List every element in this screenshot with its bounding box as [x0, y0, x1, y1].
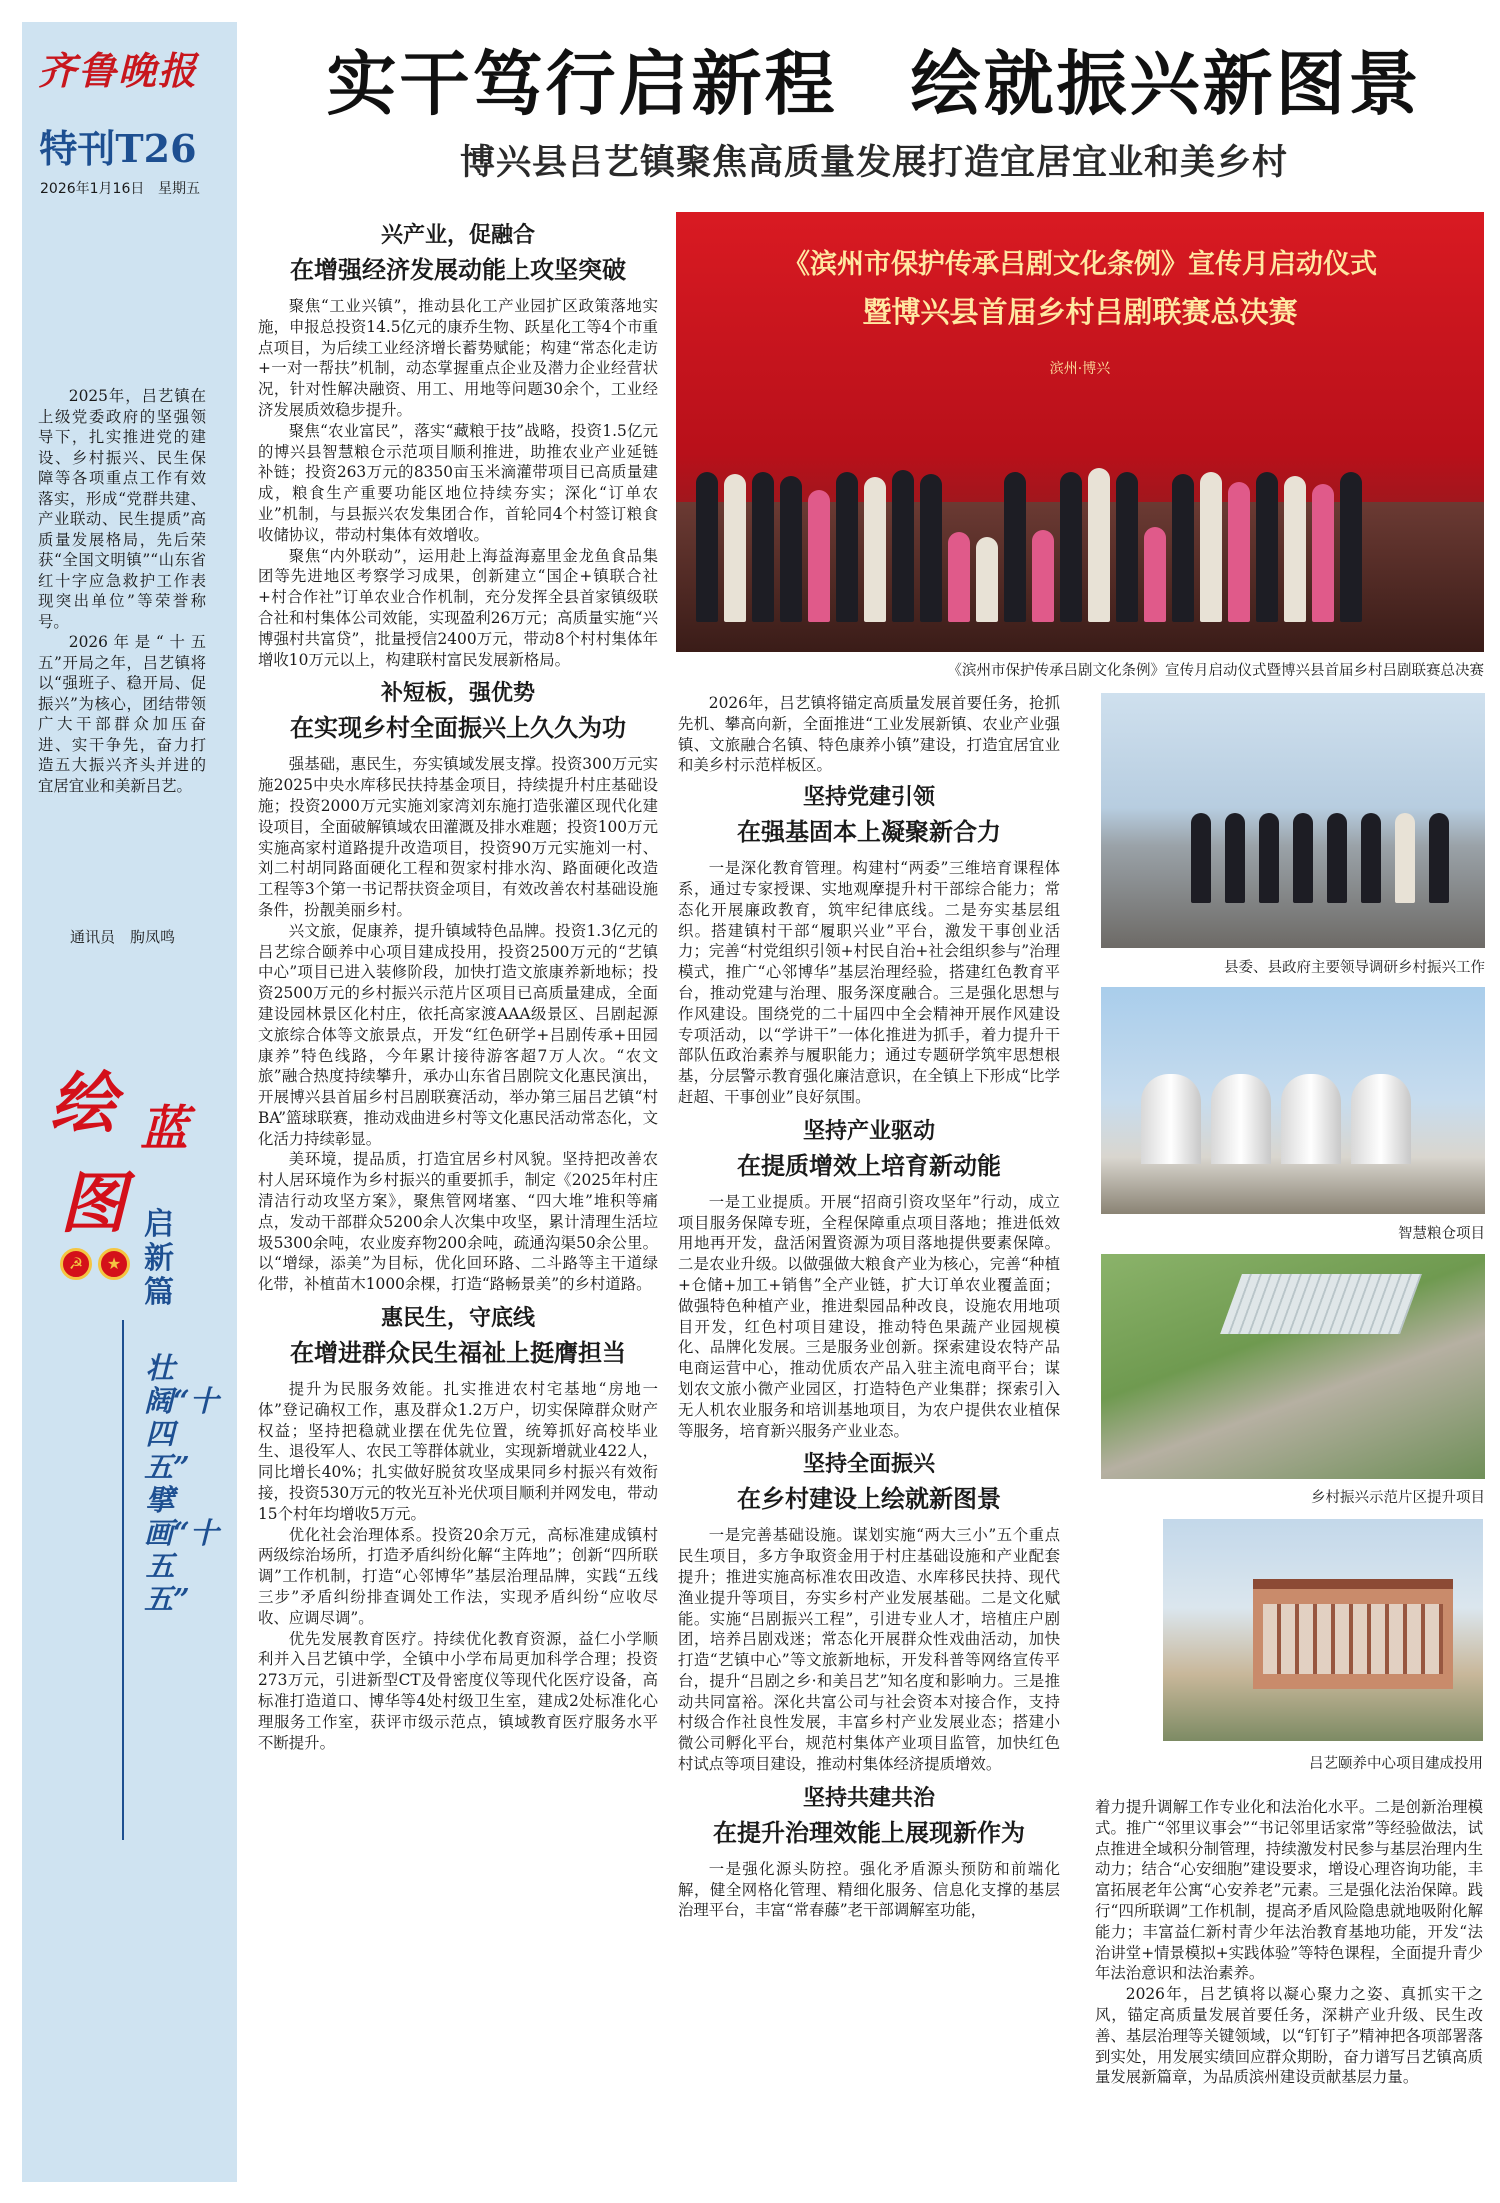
party-emblem-icon: ☭: [60, 1248, 92, 1280]
section-heading: [678, 1783, 1060, 1851]
section-title: 在增强经济发展动能上攻坚突破: [290, 256, 626, 284]
section-title: 在强基固本上凝聚新合力: [737, 818, 1001, 847]
photo-leaders-visit: [1101, 693, 1485, 948]
theme-char-hui: 绘: [50, 1064, 116, 1142]
section-kicker: 补短板，强优势: [380, 681, 535, 707]
photo-people: [1191, 813, 1449, 903]
theme-slogan: 壮阔“十四五” 擘画“十五五”: [144, 1351, 219, 1616]
theme-logo: [50, 1040, 220, 1720]
article-paragraph: 一是深化教育管理。构建村“两委”三维培育课程体系，通过专家授课、实地观摩提升村干部综合能力；常态化开展廉政教育，筑牢纪律底线。二是夯实基层组织。搭建镇村干部“履职兴业”平台，激发干事创业活力；完善“村党组织引领+村民自治+社会组织参与”治理模式，推广“心邻博华”基层治理经验，搭建红色教育平台，推动党建与治理、服务深度融合。三是强化思想与作风建设。围绕党的二十届四中全会精神开展作风建设专项活动，以“学讲干”一体化推进为抓手，着力提升干部队伍政治素养与履职能力；通过专题研学筑牢思想根基，分层警示教育强化廉洁意识，在全镇上下形成“比学赶超、干事创业”良好氛围。: [678, 859, 1060, 1106]
photo-caption: 乡村振兴示范片区提升项目: [1311, 1490, 1485, 1506]
section-title: 在增进群众民生福祉上挺膺担当: [290, 1339, 626, 1368]
stage-banner-line2: 暨博兴县首届乡村吕剧联赛总决赛: [862, 295, 1298, 329]
stage-banner-line1: 《滨州市保护传承吕剧文化条例》宣传月启动仪式: [783, 249, 1377, 280]
section-heading: [678, 1116, 1060, 1184]
section-heading: [258, 678, 658, 746]
national-emblem-icon: ★: [98, 1248, 130, 1280]
article-paragraph: 一是工业提质。开展“招商引资攻坚年”行动，成立项目服务保障专班，全程保障重点项目落地；推进低效用地再开发，盘活闲置资源为项目落地提供要素保障。二是农业升级。以做强做大粮食产业为核心，完善“种植+仓储+加工+销售”全产业链，扩大订单农业覆盖面；做强特色种植产业，推进梨园品种改良，设施农用地项目开发，红色村项目建设，推动特色果蔬产业园规模化、品牌化发展。三是服务业创新。探索建设农特产品电商运营中心，推动优质农产品入驻主流电商平台；谋划农文旅小微产业园区，打造特色产业集群；探索引入无人机农业服务和培训基地项目，为农户提供农业植保等服务，培育新兴服务产业业态。: [678, 1192, 1060, 1440]
weekday-text: 星期五: [158, 181, 200, 197]
theme-char-lan: 蓝: [140, 1101, 189, 1157]
main-photo-caption: 《滨州市保护传承吕剧文化条例》宣传月启动仪式暨博兴县首届乡村吕剧联赛总决赛: [947, 663, 1484, 679]
newspaper-logo: 齐鲁晚报: [37, 48, 198, 93]
building-shape: [1253, 1579, 1453, 1689]
section-kicker: 坚持党建引领: [802, 785, 935, 811]
section-title: 在实现乡村全面振兴上久久为功: [290, 714, 626, 743]
photo-smart-granary: [1101, 987, 1485, 1214]
section-heading: [678, 1449, 1060, 1517]
section-title: 在乡村建设上绘就新图景: [737, 1485, 1001, 1514]
theme-subtitle: 启新篇: [144, 1207, 174, 1310]
section-kicker: 坚持全面振兴: [802, 1452, 935, 1478]
greenhouse-shape: [1220, 1274, 1422, 1334]
byline: 通讯员 朐凤鸣: [70, 928, 176, 946]
page-headline: 实干笃行启新程 绘就振兴新图景: [326, 42, 1422, 125]
sidebar-intro-para: 2025年，吕艺镇在上级党委政府的坚强领导下，扎实推进党的建设、乡村振兴、民生保障等各项重点工作有效落实，形成“党群共建、产业联动、民生提质”高质量发展格局，先后荣获“全国文明镇”“山东省红十字应急救护工作表现突出单位”等荣誉称号。: [38, 387, 206, 631]
section-kicker: 惠民生，守底线: [380, 1306, 535, 1332]
photo-demo-zone: [1101, 1254, 1485, 1479]
article-paragraph: 2026年，吕艺镇将锚定高质量发展首要任务，抢抓先机、攀高向新，全面推进“工业发展新镇、农业产业强镇、文旅融合名镇、特色康养小镇”建设，打造宜居宜业和美乡村示范样板区。: [678, 694, 1060, 775]
article-paragraph: 聚焦“工业兴镇”，推动县化工产业园扩区政策落地实施，申报总投资14.5亿元的康乔生物、跃星化工等4个市重点项目，为后续工业经济增长蓄势赋能；构建“常态化走访+一对一帮扶”机制，动态掌握重点企业及潜力企业经营状况，针对性解决融资、用工、用地等问题30余个，工业经济发展质效稳步提升。: [258, 297, 658, 419]
article-paragraph: 优化社会治理体系。投资20余万元，高标准建成镇村两级综治场所，打造矛盾纠纷化解“主阵地”；创新“四所联调”工作机制，打造“心邻博华”基层治理品牌，实践“五线三步”矛盾纠纷排查调处工作法，实现矛盾纠纷“应收尽收、应调尽调”。: [258, 1525, 658, 1627]
article-paragraph: 强基础，惠民生，夯实镇域发展支撑。投资300万元实施2025中央水库移民扶持基金项目，持续提升村庄基础设施；投资2000万元实施刘家湾刘东施打造张灌区现代化建设项目，全面破解镇域农田灌溉及排水难题；投资100万元实施高家村道路提升改造项目，投资90万元实施刘一村、刘二村胡同路面硬化工程和贺家村排水沟、路面硬化改造工程等3个第一书记帮扶资金项目，有效改善农村基础设施条件，扮靓美丽乡村。: [258, 755, 658, 919]
article-column-2: [678, 693, 1060, 1921]
photo-caption: 智慧粮仓项目: [1398, 1226, 1485, 1242]
section-heading: [258, 1303, 658, 1371]
date-text: 2026年1月16日: [40, 181, 145, 197]
article-paragraph: 一是完善基础设施。谋划实施“两大三小”五个重点民生项目，多方争取资金用于村庄基础设施和产业配套提升；推进实施高标准农田改造、水库移民扶持、现代渔业提升等项目，夯实乡村产业发展基础。二是文化赋能。实施“吕剧振兴工程”，引进专业人才，培植庄户剧团，培养吕剧戏迷；常态化开展群众性戏曲活动，加快打造“艺镇中心”等文旅新地标，开发科普等网络宣传平台，提升“吕剧之乡·和美吕艺”知名度和影响力。三是推动共同富裕。深化共富公司与社会资本对接合作，支持村级合作社良性发展，丰富乡村产业发展业态；搭建小微公司孵化平台，规范村集体产业项目监管，加快红色村试点等项目建设，推动村集体经济提质增效。: [678, 1526, 1060, 1774]
section-title: 在提质增效上培育新动能: [737, 1151, 1001, 1180]
section-kicker: 兴产业，促融合: [380, 223, 535, 248]
main-photo: [676, 212, 1484, 652]
issue-date: [30, 178, 210, 198]
article-paragraph: 着力提升调解工作专业化和法治化水平。二是创新治理模式。推广“邻里议事会”“书记邻里话家常”等经验做法，试点推进全域积分制管理，持续激发村民参与基层治理内生动力；结合“心安细胞”建设要求，增设心理咨询功能，丰富拓展老年公寓“心安养老”元素。三是强化法治保障。践行“四所联调”工作机制，提高矛盾风险隐患就地吸附化解能力；丰富益仁新村青少年法治教育基地功能，开发“法治讲堂+情景模拟+实践体验”等特色课程，全面提升青少年法治意识和法治素养。: [1095, 1798, 1483, 1983]
article-paragraph: 一是强化源头防控。强化矛盾源头预防和前端化解，健全网格化管理、精细化服务、信息化支撑的基层治理平台，丰富“常春藤”老干部调解室功能，: [678, 1859, 1060, 1920]
photo-caption: 县委、县政府主要领导调研乡村振兴工作: [1224, 960, 1485, 976]
sidebar-intro-para: 2026年是“十五五”开局之年，吕艺镇将以“强班子、稳开局、促振兴”为核心，团结带领广大干部群众加压奋进、实干争先，奋力打造五大振兴齐头并进的宜居宜业和美新吕艺。: [38, 633, 206, 795]
article-paragraph: 提升为民服务效能。扎实推进农村宅基地“房地一体”登记确权工作，惠及群众1.2万户，切实保障群众财产权益；坚持把稳就业摆在优先位置，统筹抓好高校毕业生、退役军人、农民工等群体就业，实现新增就业422人，同比增长40%；扎实做好脱贫攻坚成果同乡村振兴有效衔接，投资530万元的牧光互补光伏项目顺利并网发电，带动15个村年均增收5万元。: [258, 1380, 658, 1523]
article-paragraph: 优先发展教育医疗。持续优化教育资源，益仁小学顺利并入吕艺镇中学，全镇中小学布局更加科学合理；投资273万元，引进新型CT及骨密度仪等现代化医疗设备，高标准打造道口、博华等4处村级卫生室，建成2处标准化心理服务工作室，获评市级示范点，镇域教育医疗服务水平不断提升。: [258, 1629, 658, 1752]
article-paragraph: 2026年，吕艺镇将以凝心聚力之姿、真抓实干之风，锚定高质量发展首要任务，深耕产业升级、民生改善、基层治理等关键领域，以“钉钉子”精神把各项部署落到实处，用发展实绩回应群众期盼，奋力谱写吕艺镇高质量发展新篇章，为品质滨州建设贡献基层力量。: [1095, 1985, 1483, 2087]
photo-elder-care-center: [1163, 1519, 1483, 1741]
section-kicker: 坚持共建共治: [802, 1785, 935, 1811]
section-kicker: 坚持产业驱动: [802, 1118, 935, 1144]
photo-caption: 吕艺颐养中心项目建成投用: [1309, 1756, 1483, 1772]
section-title: 在提升治理效能上展现新作为: [713, 1818, 1025, 1847]
page-subheadline: 博兴县吕艺镇聚焦高质量发展打造宜居宜业和美乡村: [459, 143, 1288, 182]
article-column-3: [1095, 1797, 1483, 2088]
article-paragraph: 聚焦“农业富民”，落实“藏粮于技”战略，投资1.5亿元的博兴县智慧粮仓示范项目顺利推进，助推农业产业延链补链；投资263万元的8350亩玉米滴灌带项目已高质量建成，粮食生产重要功能区地位持续夯实；深化“订单农业”机制，与县振兴农发集团合作，首轮同4个村签订粮食收储协议，带动村集体有效增收。: [258, 421, 658, 544]
theme-char-tu: 图: [60, 1164, 126, 1242]
article-paragraph: 美环境，提品质，打造宜居乡村风貌。坚持把改善农村人居环境作为乡村振兴的重要抓手，制定《2025年村庄清洁行动攻坚方案》，聚焦管网堵塞、“四大堆”堆积等痛点，发动干部群众5200余人次集中攻坚，累计清理生活垃圾5300余吨，农业废弃物200余吨，疏通沟渠50余公里。以“增绿，添美”为目标，优化回环路、二斗路等主干道绿化带，补植苗木1000余棵，打造“路畅景美”的乡村道路。: [258, 1150, 658, 1294]
section-heading: [678, 782, 1060, 850]
theme-divider: [122, 1320, 124, 1840]
sidebar-intro: [38, 386, 206, 796]
group-photo-people: [696, 422, 1466, 622]
stage-banner-line3: 滨州·博兴: [1049, 361, 1111, 377]
section-heading: [258, 220, 658, 288]
emblem-group: [60, 1248, 130, 1280]
article-paragraph: 聚焦“内外联动”，运用赴上海益海嘉里金龙鱼食品集团等先进地区考察学习成果，创新建立“国企+镇联合社+村合作社”订单农业合作机制，充分发挥全县首家镇级联合社和村集体公司效能，实现盈利26万元；高质量实施“兴博强村共富贷”，批量授信2400万元，带动8个村村集体年增收10万元以上，构建联村富民发展新格局。: [258, 546, 658, 669]
edition-label: 特刊T26: [39, 126, 197, 171]
article-paragraph: 兴文旅，促康养，提升镇域特色品牌。投资1.3亿元的吕艺综合颐养中心项目建成投用，投资2500万元的“艺镇中心”项目已进入装修阶段，加快打造文旅康养新地标；投资2500万元的乡村振兴示范片区项目已高质量建成，全面建设园林景区化村庄，依托高家渡AAA级景区、吕剧起源文旅综合体等文旅景点，开发“红色研学+吕剧传承+田园康养”特色线路，今年累计接待游客超7万人次。“农文旅”融合热度持续攀升，承办山东省吕剧院文化惠民演出，开展博兴县首届乡村吕剧联赛活动，举办第三届吕艺镇“村BA”篮球联赛，推动戏曲进乡村等文化惠民活动常态化，文化活力持续彰显。: [258, 921, 658, 1148]
article-column-1: [258, 220, 658, 1753]
